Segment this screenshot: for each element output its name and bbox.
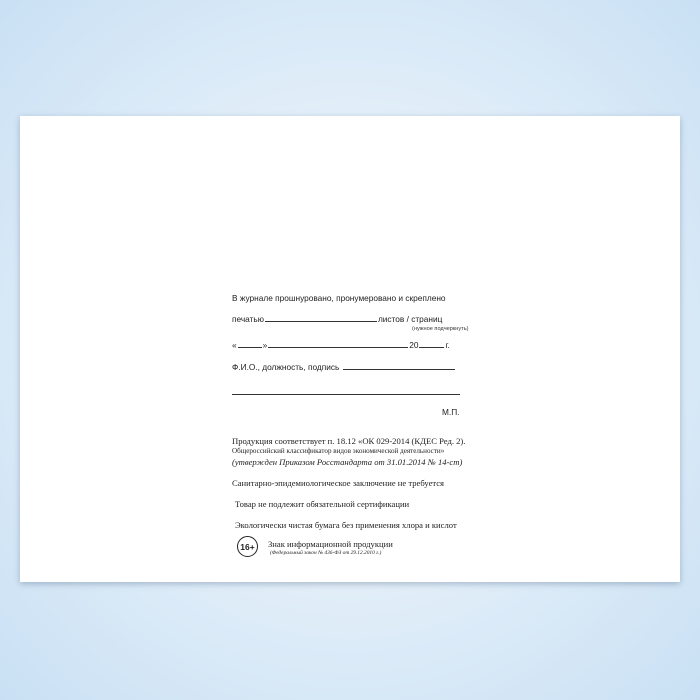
intro-text: В журнале прошнуровано, пронумеровано и скреплено <box>232 293 446 303</box>
quote-open: « <box>232 340 237 350</box>
fio-line <box>343 368 455 370</box>
year-prefix: 20 <box>409 340 419 350</box>
compliance-line-3: (утвержден Приказом Росстандарта от 31.01.2014 № 14-ст) <box>232 457 463 467</box>
sheets-note: (нужное подчеркнуть) <box>412 326 469 332</box>
age-rating-badge: 16+ <box>237 536 258 557</box>
seal-label: печатью <box>232 314 264 324</box>
quote-close: » <box>262 340 268 350</box>
compliance-line-1: Продукция соответствует п. 18.12 «ОК 029-2014 (КДЕС Ред. 2). <box>232 436 466 446</box>
date-row <box>232 341 450 349</box>
document-sheet <box>20 116 680 582</box>
fio-label: Ф.И.О., должность, подпись <box>232 362 340 372</box>
sheets-count-line <box>265 320 377 322</box>
signature-line <box>232 394 460 395</box>
year-line <box>419 346 444 348</box>
stamp-label: М.П. <box>442 407 460 417</box>
year-suffix: г. <box>445 340 450 350</box>
law-note: (Федеральный закон № 436-ФЗ от 29.12.2010 г.) <box>270 550 382 556</box>
sanitary-note: Санитарно-эпидемиологическое заключение не требуется <box>232 478 445 488</box>
month-line <box>268 346 408 348</box>
compliance-line-2: Общероссийский классификатор видов экономической деятельности» <box>232 447 445 455</box>
sheets-pages-label: листов / страниц <box>377 314 443 324</box>
certification-note: Товар не подлежит обязательной сертификации <box>235 499 410 509</box>
fio-row <box>232 363 456 371</box>
day-line <box>238 346 262 348</box>
info-sign-label: Знак информационной продукции <box>268 539 393 549</box>
eco-note: Экологически чистая бумага без применения хлора и кислот <box>235 520 457 530</box>
seal-row <box>232 315 442 323</box>
